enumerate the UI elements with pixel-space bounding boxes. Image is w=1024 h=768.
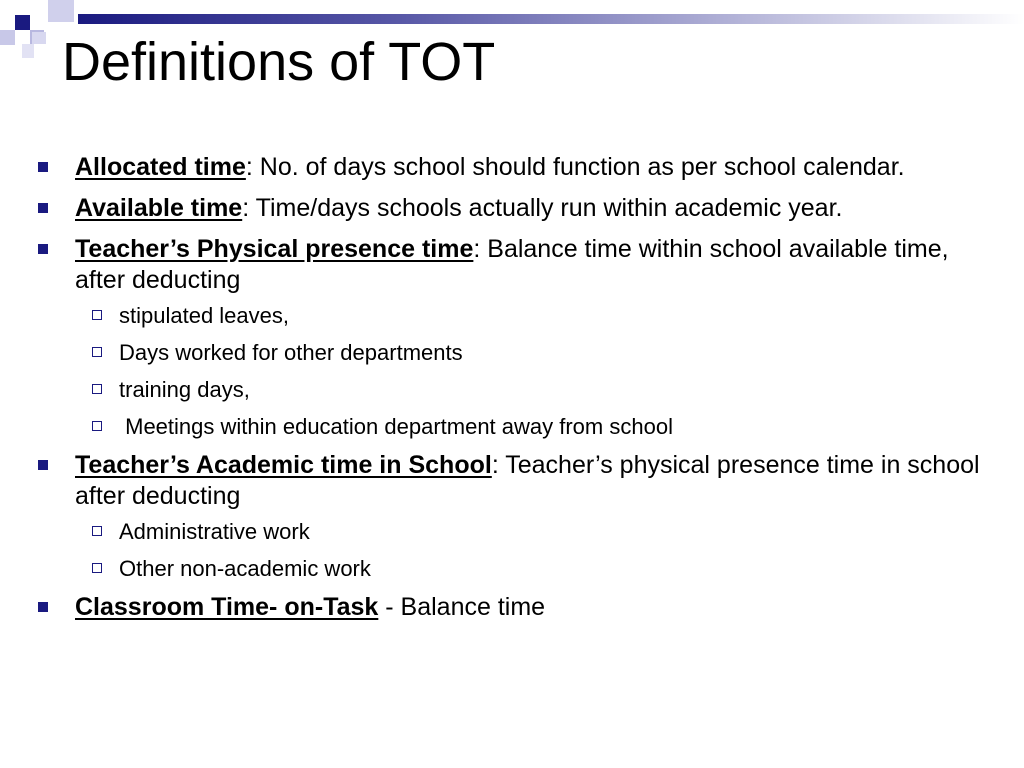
sub-bullet-item <box>38 302 998 329</box>
definition-term: Allocated time <box>75 153 246 181</box>
definition-term: Available time <box>75 194 243 222</box>
slide-title: Definitions of TOT <box>62 32 496 92</box>
hollow-square-bullet-icon <box>92 347 102 357</box>
definition-term: Teacher’s Academic time in School <box>75 451 492 479</box>
bullet-item <box>38 152 998 183</box>
decorative-square <box>22 44 34 58</box>
sub-bullet-item <box>38 555 998 582</box>
bullet-list <box>38 152 998 633</box>
definition-text: - Balance time <box>378 593 546 621</box>
sub-bullet-item <box>38 339 998 366</box>
square-bullet-icon <box>38 602 48 612</box>
definition-term: Classroom Time- on-Task <box>75 593 379 621</box>
sub-bullet-text: stipulated leaves, <box>119 303 289 328</box>
decorative-top-bar <box>78 14 1024 24</box>
square-bullet-icon <box>38 162 48 172</box>
definition-term: Teacher’s Physical presence time <box>75 235 474 263</box>
hollow-square-bullet-icon <box>92 384 102 394</box>
definition-text: : Teacher’s physical presence time in school after deducting <box>75 451 980 510</box>
hollow-square-bullet-icon <box>92 526 102 536</box>
sub-bullet-text: Administrative work <box>119 519 310 544</box>
sub-bullet-text: Other non-academic work <box>119 556 371 581</box>
decorative-square <box>32 32 46 44</box>
sub-bullet-item <box>38 518 998 545</box>
sub-bullet-list <box>38 518 998 582</box>
definition-text: : Time/days schools actually run within academic year. <box>242 194 843 222</box>
decorative-square <box>0 30 15 45</box>
definition-text: : No. of days school should function as per school calendar. <box>245 153 905 181</box>
sub-bullet-text: training days, <box>119 377 250 402</box>
square-bullet-icon <box>38 203 48 213</box>
sub-bullet-text: Days worked for other departments <box>119 340 463 365</box>
sub-bullet-list <box>38 302 998 440</box>
sub-bullet-item <box>38 413 998 440</box>
sub-bullet-text: Meetings within education department away from school <box>119 414 673 439</box>
square-bullet-icon <box>38 460 48 470</box>
bullet-item <box>38 450 998 512</box>
hollow-square-bullet-icon <box>92 563 102 573</box>
bullet-item <box>38 193 998 224</box>
bullet-item <box>38 592 998 623</box>
definition-text: : Balance time within school available time, after deducting <box>75 235 949 294</box>
sub-bullet-item <box>38 376 998 403</box>
hollow-square-bullet-icon <box>92 421 102 431</box>
square-bullet-icon <box>38 244 48 254</box>
decorative-square <box>48 0 74 22</box>
hollow-square-bullet-icon <box>92 310 102 320</box>
decorative-square <box>15 15 30 30</box>
bullet-item <box>38 234 998 296</box>
